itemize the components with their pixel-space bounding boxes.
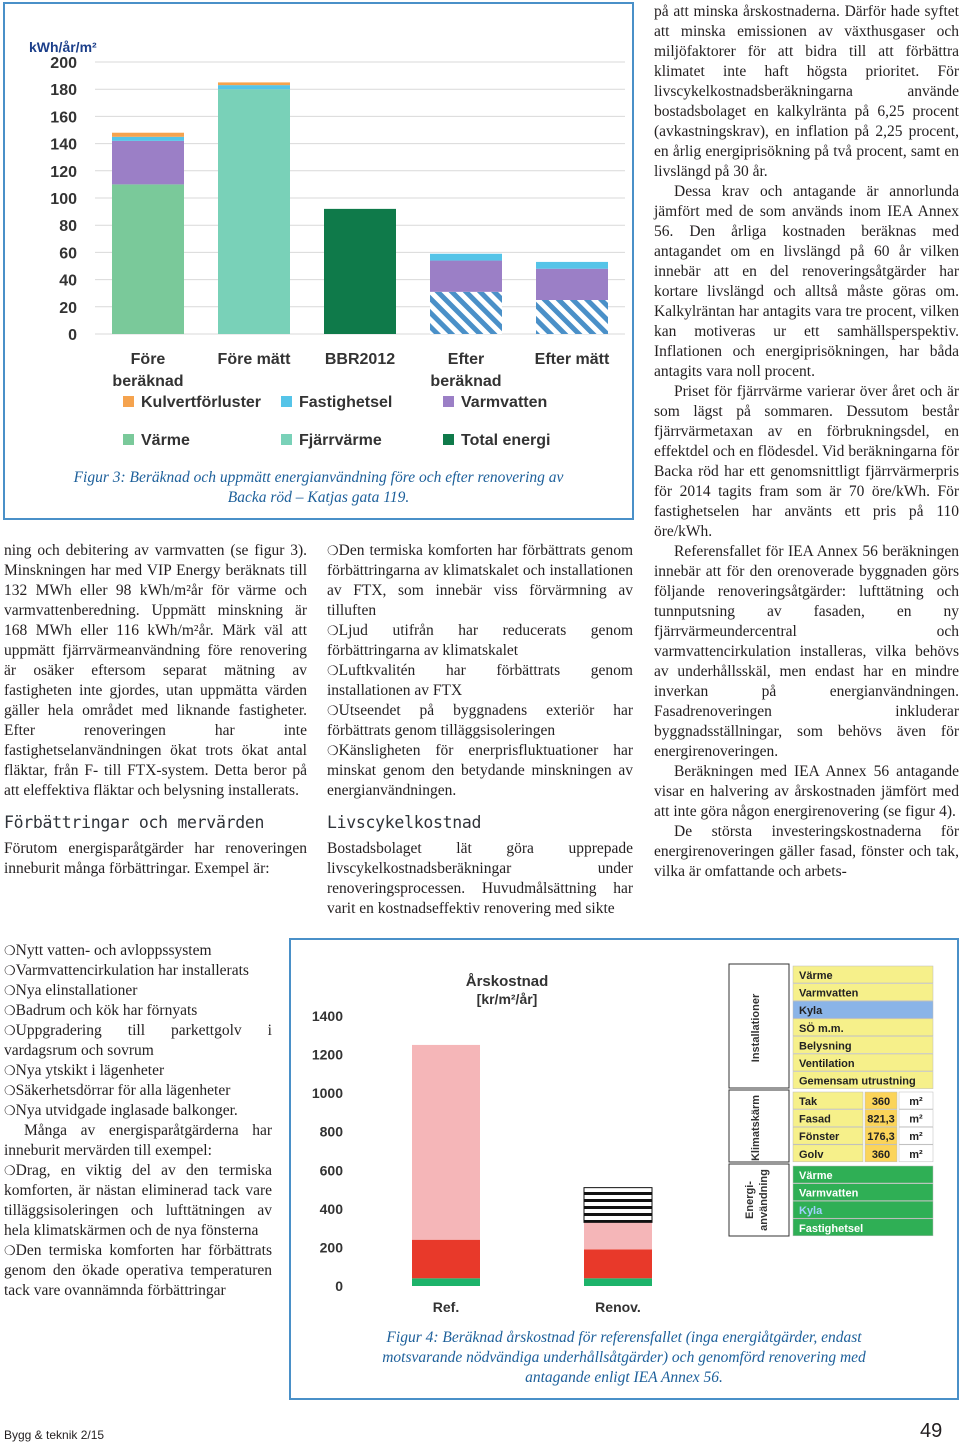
fig3-ytick: 40 (59, 272, 77, 290)
col3-paragraph-1: på att minska årskostnaderna. Därför hade syftet att minska emissionen av växthusgaser och miljöfaktorer för att bidra till att förbättra klimatet inte haft högsta prioritet. För livscykelkostnadsberäkningarna använde bostadsbolaget en kalkylränta på 6,25 procent (avkastningskrav), en inflation på 2,25 procent, en årlig energiprisökning på två procent, samt en livslängd på 30 år. (654, 3, 959, 180)
fig3-legend-label: Varmvatten (461, 394, 548, 411)
fig4-bar-segment (584, 1278, 652, 1286)
fig3-legend-swatch (443, 396, 454, 407)
heading-forbattringar: Förbättringar och mervärden (4, 813, 265, 832)
fig4-skin-label: Fönster (799, 1131, 840, 1144)
fig3-legend-label: Kulvertförluster (141, 394, 262, 411)
fig3-category-label: beräknad (430, 373, 502, 390)
fig3-bar-segment (430, 292, 502, 334)
fig3-bar-segment (112, 137, 184, 141)
fig4-inst-label: SÖ m.m. (799, 1022, 844, 1035)
bullet-item: ❍ Uppgradering till parkettgolv i vardagsrum och sovrum (4, 1021, 272, 1061)
fig3-ytick: 140 (50, 136, 77, 154)
fig3-ytick: 60 (59, 245, 77, 263)
col3-paragraph-3: Priset för fjärrvärme varierar över året och är som lägst på sommaren. Dessutom består fjärrvärmetaxan av en förbrukningsdel, en effektdel och en flödesdel. Vid beräkningarna för Backa röd har ett genomsnittligt fjärrvärmerpris för 2014 tagits fram som är 70 öre/kWh. För fastighetselen har använts ett pris på 110 öre/kWh. (654, 383, 959, 540)
fig3-bar-segment (430, 261, 502, 292)
fig4-skin-unit: m² (909, 1096, 923, 1108)
fig4-group-energi-2: användning (758, 1169, 770, 1231)
fig3-bar-segment (536, 300, 608, 334)
fig4-ytick: 1400 (311, 1008, 343, 1024)
fig3-legend-label: Total energi (461, 432, 551, 449)
fig4-ytick: 0 (335, 1278, 343, 1294)
page-number: 49 (920, 1420, 943, 1442)
fig4-skin-unit: m² (909, 1113, 923, 1126)
fig3-bar-segment (112, 133, 184, 137)
figure-3 (3, 2, 634, 520)
fig3-ytick: 100 (50, 191, 77, 208)
fig4-group-installationer: Installationer (750, 993, 762, 1063)
fig4-energy-label: Varmvatten (799, 1187, 859, 1200)
fig3-bar-segment (536, 262, 608, 269)
fig4-inst-label: Gemensam utrustning (799, 1075, 916, 1088)
col1-bullet-list (4, 941, 272, 1121)
fig4-skin-unit: m² (909, 1131, 923, 1144)
fig4-skin-value: 360 (871, 1096, 891, 1108)
fig4-ytick: 200 (319, 1239, 343, 1256)
col3-paragraph-4: Referensfallet för IEA Annex 56 beräkningen innebär att för den orenoverade byggnaden görs följande renoveringsåtgärder: lufttätning och tunnputsning av fasaden, en ny fjärrvärmeundercentral och varmvattencirkulation installeras, vilka behövs av underhållsskäl, men endast har en mindre inverkan på energianvändningen. Fasadrenoveringen inkluderar byggnadsställningar, som behövs även för energirenoveringen. (654, 543, 959, 760)
figure-4-caption-line2: motsvarande nödvändiga underhållsåtgärder) och genomförd renovering med (382, 1349, 866, 1366)
fig3-legend-swatch (123, 434, 134, 445)
fig4-bar-segment (584, 1188, 652, 1223)
fig3-legend-label: Fjärrvärme (299, 432, 382, 449)
heading-livscykelkostnad: Livscykelkostnad (327, 813, 482, 832)
fig4-ytick: 1200 (311, 1046, 343, 1063)
figure-4-chart (291, 940, 957, 1325)
fig4-inst-label: Ventilation (799, 1058, 855, 1070)
fig3-ytick: 0 (68, 327, 77, 344)
fig4-skin-unit: m² (909, 1148, 923, 1161)
bullet-item: ❍ Den termiska komforten har förbättrats genom den ökade operativa temperaturen tack vare ovannämnda förbättringar (4, 1241, 272, 1301)
fig4-ytick: 400 (319, 1200, 343, 1217)
fig4-ytick: 1000 (311, 1085, 343, 1102)
fig4-bar-segment (412, 1278, 480, 1286)
fig3-category-label: BBR2012 (324, 351, 396, 368)
figure-4-caption-line3: antagande enligt IEA Annex 56. (525, 1369, 723, 1386)
col1-paragraph-2: Förutom energisparåtgärder har renoveringen inneburit många förbättringar. Exempel är: (4, 840, 307, 877)
fig4-skin-value: 821,3 (867, 1113, 895, 1126)
figure-3-chart (5, 4, 632, 459)
fig3-category-label: Efter (447, 351, 485, 368)
fig4-skin-value: 360 (871, 1148, 891, 1161)
fig4-group-energi-1: Energi- (744, 1181, 756, 1219)
fig4-bar-segment (412, 1240, 480, 1279)
column-3 (654, 2, 959, 882)
fig3-ytick: 80 (59, 218, 77, 236)
footer-journal: Bygg & teknik 2/15 (4, 1428, 105, 1442)
fig3-ylabel: kWh/år/m² (29, 39, 97, 55)
fig3-bar-segment (536, 269, 608, 300)
fig4-skin-label: Fasad (799, 1113, 831, 1126)
bullet-item: ❍ Badrum och kök har förnyats (4, 1001, 272, 1021)
bullet-item: ❍ Varmvattencirkulation har installerats (4, 961, 272, 981)
fig4-skin-label: Golv (799, 1148, 824, 1161)
fig4-ytick: 600 (319, 1162, 343, 1179)
fig3-bar-segment (218, 82, 290, 85)
fig4-inst-label: Kyla (799, 1005, 823, 1018)
fig3-bar-segment (218, 89, 290, 334)
fig3-bar-segment (112, 141, 184, 185)
bullet-item: ❍ Nya utvidgade inglasade balkonger. (4, 1101, 272, 1121)
fig4-bar-segment (584, 1222, 652, 1249)
figure-4-caption-line1: Figur 4: Beräknad årskostnad för referensfallet (inga energiåtgärder, endast (386, 1329, 862, 1346)
fig4-inst-label: Värme (799, 970, 833, 982)
figure-4-caption (291, 1328, 957, 1388)
figure-4 (289, 938, 959, 1400)
fig3-bar-segment (218, 85, 290, 89)
fig3-category-label: Före mätt (217, 351, 291, 368)
col1-bullet-list-2 (4, 1161, 272, 1301)
column-2 (327, 541, 633, 919)
bullet-item: ❍ Drag, en viktig del av den termiska komforten, är nästan eliminerad tack vare tilläggsisoleringen och lufttätningen av hela klimatskärmen och de nya fönsterna (4, 1161, 272, 1241)
fig3-ytick: 200 (50, 55, 77, 72)
fig3-category-label: Efter mätt (534, 351, 610, 368)
fig4-category-label: Ref. (432, 1299, 460, 1315)
fig4-inst-label: Varmvatten (799, 987, 859, 1000)
fig3-legend-label: Fastighetsel (299, 394, 393, 411)
fig4-skin-label: Tak (799, 1096, 818, 1108)
bullet-item: ❍ Utseendet på byggnadens exteriör har förbättrats genom tilläggsisoleringen (327, 701, 633, 741)
fig4-group-klimatskarm: Klimatskärm (750, 1094, 762, 1162)
fig3-category-label: Före (130, 351, 166, 368)
fig3-ytick: 20 (59, 299, 77, 317)
fig4-ytick: 800 (319, 1123, 343, 1140)
bullet-item: ❍ Nytt vatten- och avloppssystem (4, 941, 272, 961)
fig3-legend-swatch (123, 396, 134, 407)
fig4-inst-label: Belysning (799, 1040, 852, 1053)
fig3-ytick: 180 (50, 82, 77, 100)
fig4-title: Årskostnad (465, 973, 549, 990)
fig4-bar-segment (584, 1249, 652, 1278)
col3-paragraph-2: Dessa krav och antagande är annorlunda jämfört med de som används inom IEA Annex 56. Den årliga kostnaden beräknas med antagandet om en livslängd på 60 år vilken innebär att en del renoveringsåtgärder har kortare livslängd och alltså måste göras om. Kalkylräntan har antagits vara tre procent, vilken kan motiveras ur ett samhällsperspektiv. Inflationen och energiprisökningen, har båda antagits vara noll procent. (654, 183, 959, 380)
col2-bullet-list (327, 541, 633, 801)
fig3-legend-swatch (281, 434, 292, 445)
fig4-bar-segment (412, 1045, 480, 1240)
fig4-energy-label: Fastighetsel (799, 1222, 864, 1235)
bullet-item: ❍ Ljud utifrån har reducerats genom förbättringarna av klimatskalet (327, 621, 633, 661)
column-1-lower (4, 941, 272, 1301)
fig4-skin-value: 176,3 (867, 1131, 895, 1144)
fig3-ytick: 120 (50, 163, 77, 181)
figure-3-caption (5, 468, 632, 508)
fig4-energy-label: Kyla (799, 1205, 823, 1218)
col1-paragraph-1: ning och debitering av varmvatten (se figur 3). Minskningen har med VIP Energy beräknats till 132 MWh eller 98 kWh/m²år för värme och varmvattenberedning. Uppmätt minskning är 168 MWh eller 116 kWh/m²år. Märk väl att uppmätt fjärrvärmeanvändning före renovering är osäker eftersom separat mätning av fastigheten inte gjordes, utan uppmätta värden gäller hela området med liknande fastigheter. Efter renoveringen har inte fastighetselanvändningen ökat trots ökat antal fläktar, från F- till FTX-system. Detta beror på att eleffektiva fläktar och belysning installerats. (4, 542, 307, 799)
col3-paragraph-5: Beräkningen med IEA Annex 56 antagande visar en halvering av årskostnaden jämfört med att inte göra någon energirenovering (se figur 4). (654, 763, 959, 820)
fig3-legend-label: Värme (141, 432, 190, 449)
fig3-bar-segment (112, 184, 184, 334)
column-1 (4, 541, 307, 879)
fig3-legend-swatch (281, 396, 292, 407)
fig3-legend-swatch (443, 434, 454, 445)
col1-paragraph-3: Många av energisparåtgärderna har inneburit mervärden till exempel: (4, 1122, 272, 1159)
fig4-subtitle: [kr/m²/år] (476, 991, 538, 1007)
figure-3-caption-line1: Figur 3: Beräknad och uppmätt energianvändning före och efter renovering av (73, 469, 564, 486)
bullet-item: ❍ Säkerhetsdörrar för alla lägenheter (4, 1081, 272, 1101)
fig3-bar-segment (430, 254, 502, 261)
fig3-bar-segment (324, 209, 396, 334)
fig4-energy-label: Värme (799, 1170, 833, 1182)
bullet-item: ❍ Luftkvalitén har förbättrats genom installationen av FTX (327, 661, 633, 701)
col3-paragraph-6: De största investeringskostnaderna för energirenoveringen gäller fasad, fönster och tak, vilka är omfattande och arbets- (654, 823, 959, 880)
bullet-item: ❍ Den termiska komforten har förbättrats genom förbättringarna av klimatskalet och installationen av FTX, som innebär viss förvärmning av tilluften (327, 541, 633, 621)
fig3-ytick: 160 (50, 109, 77, 127)
bullet-item: ❍ Känsligheten för enerprisfluktuationer har minskat genom den betydande minskningen av energianvändningen. (327, 741, 633, 801)
bullet-item: ❍ Nya elinstallationer (4, 981, 272, 1001)
figure-3-caption-line2: Backa röd – Katjas gata 119. (227, 489, 410, 506)
col2-paragraph-1: Bostadsbolaget lät göra upprepade livscykelkostnadsberäkningar under renoveringsprocessen. Huvudmålsättning har varit en kostnadseffektiv renovering med sikte (327, 840, 633, 917)
fig4-category-label: Renov. (595, 1299, 641, 1315)
bullet-item: ❍ Nya ytskikt i lägenheter (4, 1061, 272, 1081)
fig3-category-label: beräknad (112, 373, 184, 390)
